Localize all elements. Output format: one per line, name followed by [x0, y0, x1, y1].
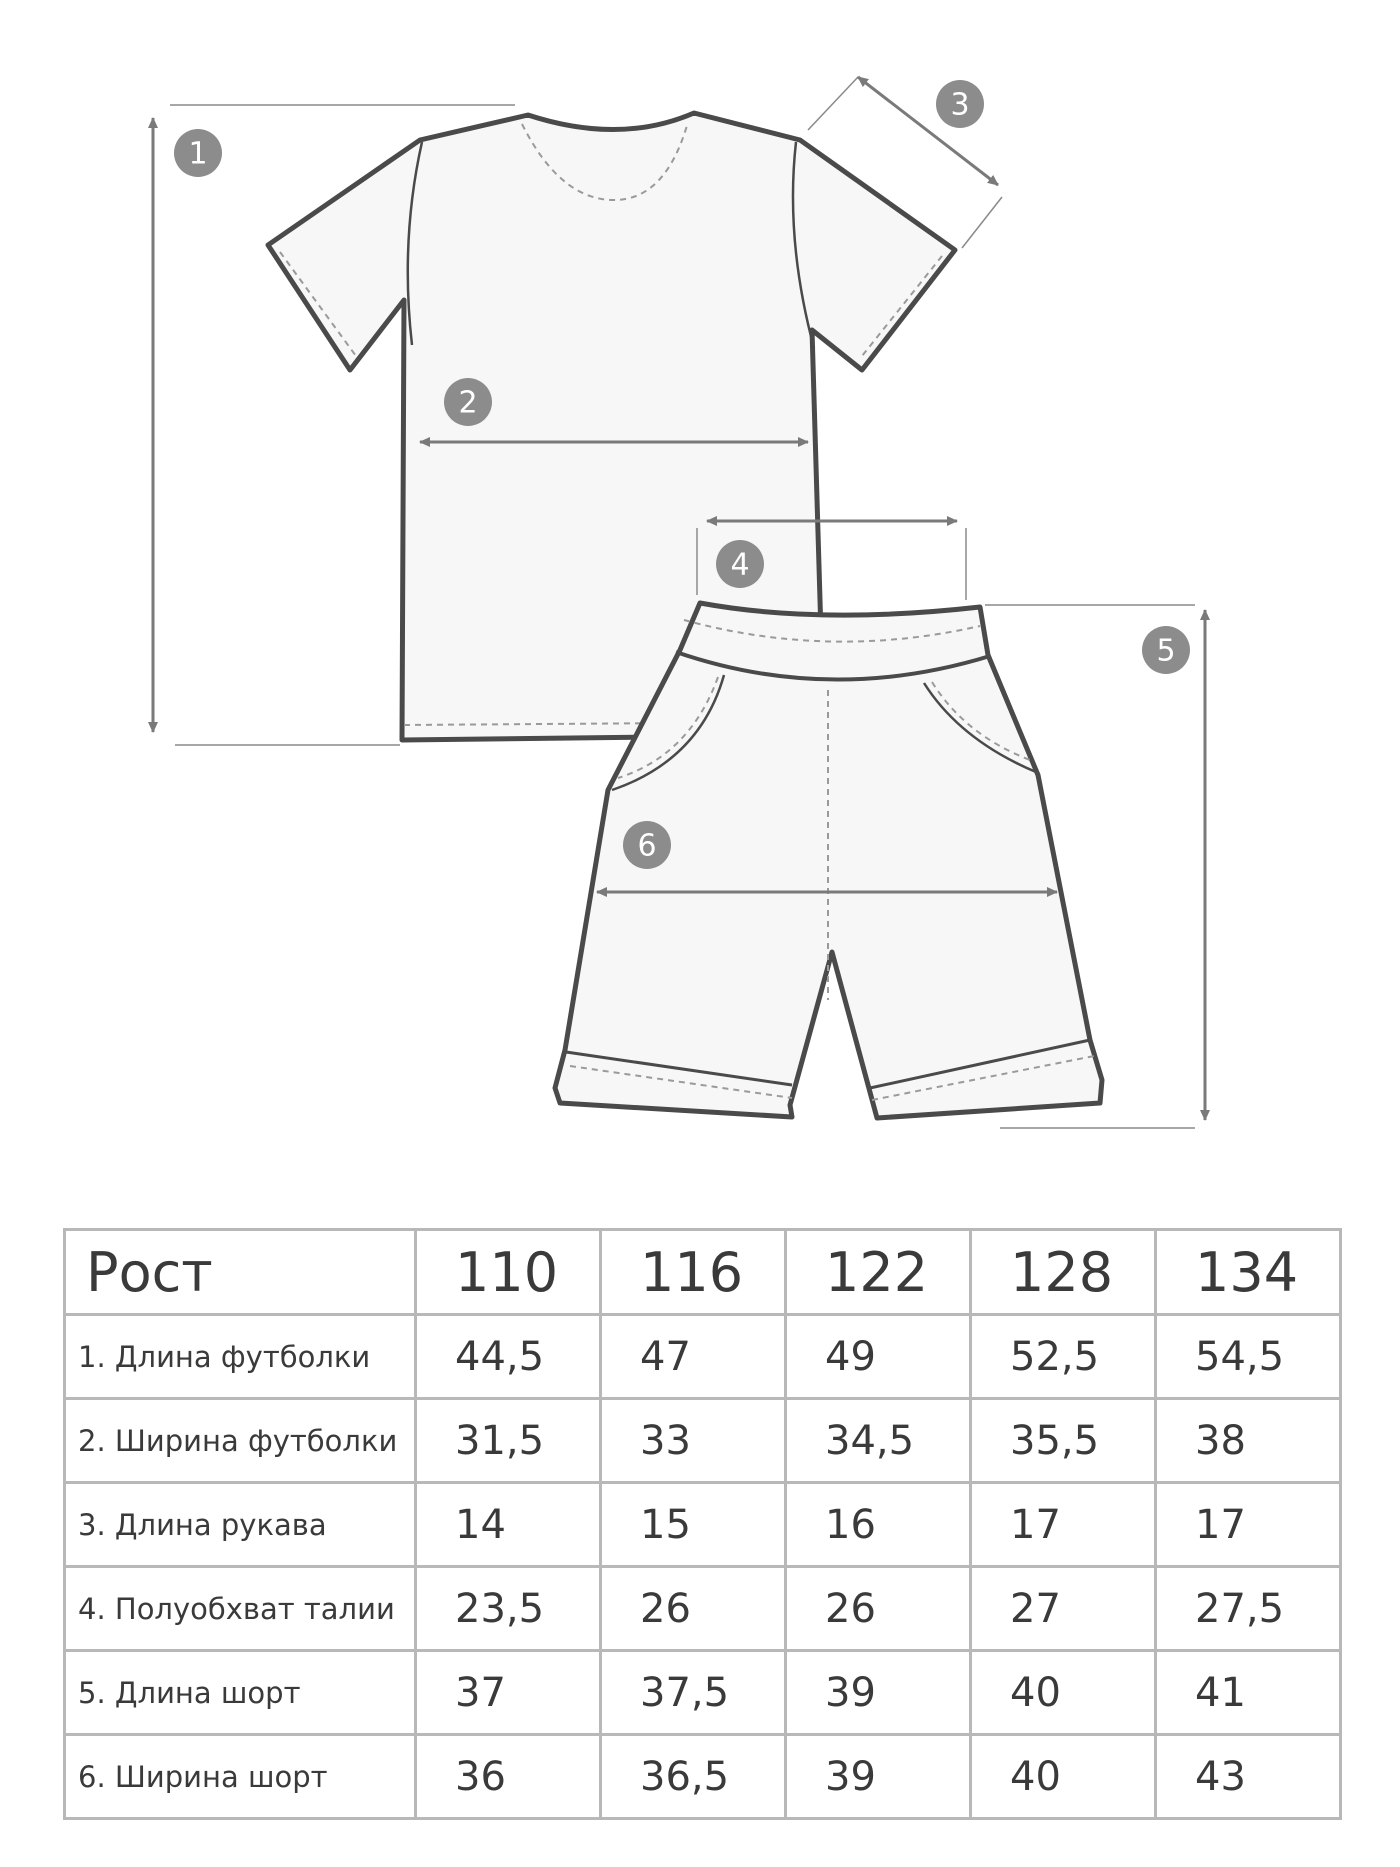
size-cell: 128: [971, 1230, 1156, 1315]
value-cell: 27,5: [1156, 1567, 1341, 1651]
value-cell: 31,5: [416, 1399, 601, 1483]
row-label: 6. Ширина шорт: [65, 1735, 416, 1819]
value-cell: 40: [971, 1651, 1156, 1735]
value-cell: 23,5: [416, 1567, 601, 1651]
row-label: 4. Полуобхват талии: [65, 1567, 416, 1651]
size-cell: 134: [1156, 1230, 1341, 1315]
value-cell: 37: [416, 1651, 601, 1735]
value-cell: 35,5: [971, 1399, 1156, 1483]
value-cell: 39: [786, 1735, 971, 1819]
value-cell: 54,5: [1156, 1315, 1341, 1399]
header-label: Рост: [65, 1230, 416, 1315]
value-cell: 37,5: [601, 1651, 786, 1735]
table-row: [65, 1567, 1341, 1651]
size-cell: 116: [601, 1230, 786, 1315]
marker-1: [174, 129, 222, 177]
value-cell: 33: [601, 1399, 786, 1483]
value-cell: 47: [601, 1315, 786, 1399]
marker-5: [1142, 626, 1190, 674]
value-cell: 36,5: [601, 1735, 786, 1819]
value-cell: 15: [601, 1483, 786, 1567]
size-cell: 110: [416, 1230, 601, 1315]
value-cell: 34,5: [786, 1399, 971, 1483]
table-row: [65, 1315, 1341, 1399]
table-header-row: [65, 1230, 1341, 1315]
table-row: [65, 1483, 1341, 1567]
value-cell: 26: [786, 1567, 971, 1651]
row-label: 2. Ширина футболки: [65, 1399, 416, 1483]
marker-3: [936, 80, 984, 128]
svg-text:4: 4: [730, 547, 750, 583]
value-cell: 44,5: [416, 1315, 601, 1399]
size-cell: 122: [786, 1230, 971, 1315]
value-cell: 17: [971, 1483, 1156, 1567]
table-row: [65, 1735, 1341, 1819]
value-cell: 17: [1156, 1483, 1341, 1567]
value-cell: 16: [786, 1483, 971, 1567]
value-cell: 39: [786, 1651, 971, 1735]
value-cell: 41: [1156, 1651, 1341, 1735]
size-table: [63, 1228, 1342, 1820]
value-cell: 40: [971, 1735, 1156, 1819]
svg-text:2: 2: [458, 385, 478, 421]
value-cell: 38: [1156, 1399, 1341, 1483]
svg-text:6: 6: [637, 828, 657, 864]
row-label: 1. Длина футболки: [65, 1315, 416, 1399]
value-cell: 36: [416, 1735, 601, 1819]
value-cell: 27: [971, 1567, 1156, 1651]
row-label: 3. Длина рукава: [65, 1483, 416, 1567]
value-cell: 52,5: [971, 1315, 1156, 1399]
svg-text:3: 3: [950, 87, 970, 123]
marker-2: [444, 378, 492, 426]
svg-text:1: 1: [188, 136, 208, 172]
row-label: 5. Длина шорт: [65, 1651, 416, 1735]
value-cell: 26: [601, 1567, 786, 1651]
value-cell: 49: [786, 1315, 971, 1399]
svg-text:5: 5: [1156, 633, 1176, 669]
marker-6: [623, 821, 671, 869]
value-cell: 43: [1156, 1735, 1341, 1819]
marker-4: [716, 540, 764, 588]
table-row: [65, 1399, 1341, 1483]
value-cell: 14: [416, 1483, 601, 1567]
table-row: [65, 1651, 1341, 1735]
